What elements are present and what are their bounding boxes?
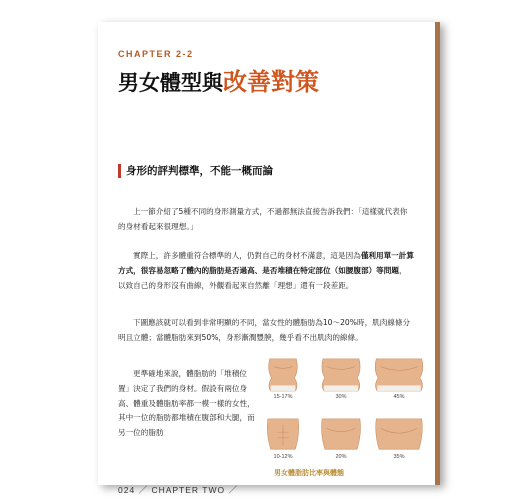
body-fat-percentage-label: 35% xyxy=(393,454,405,460)
footer-separator-end: ／ xyxy=(228,485,238,495)
body-fat-percentage-label: 20% xyxy=(335,454,347,460)
body-fat-percentage-label: 45% xyxy=(393,394,405,400)
torso-drawing xyxy=(316,417,366,453)
female-torso-illustration xyxy=(258,357,308,401)
paragraph-2-text-c: ，以致自己的身形沒有曲線，外觀看起來自然離「理想」還有一段差距。 xyxy=(118,265,407,290)
paragraph-3: 下圖應該就可以看到非常明顯的不同，當女性的體脂肪為10～20%時，肌肉線條分明且立體；當體脂肪來到50%，身形漸潤豐腴，幾乎看不出肌肉的線條。 xyxy=(118,318,411,342)
figure-caption: 男女體脂肪比率與體態 xyxy=(274,469,344,477)
paragraph-4: 更準確地來說，體脂肪的「堆積位置」決定了我們的身材。假設有兩位身高、體重及體脂肪率都一模一樣的女性，其中一位的脂肪都堆積在腹部和大腿，而另一位的脂肪 xyxy=(118,369,255,438)
body-fat-figure xyxy=(258,357,428,482)
female-torso-illustration xyxy=(374,357,424,401)
torso-drawing xyxy=(258,417,308,453)
page-footer xyxy=(118,484,238,496)
title-main: 男女體型與 xyxy=(118,71,223,95)
torso-drawing xyxy=(374,357,424,393)
male-torso-illustration xyxy=(374,417,424,461)
paragraph-2-text-a: 實際上，許多體重符合標準的人，仍對自己的身材不滿意，這是因為 xyxy=(133,251,361,260)
chapter-label: CHAPTER 2-2 xyxy=(118,49,194,59)
footer-chapter: CHAPTER TWO xyxy=(151,485,226,495)
torso-drawing xyxy=(374,417,424,453)
body-fat-percentage-label: 15-17% xyxy=(273,394,293,400)
male-torso-illustration xyxy=(316,417,366,461)
female-torso-illustration xyxy=(316,357,366,401)
book-page xyxy=(98,22,440,495)
paragraph-1: 上一節介紹了5種不同的身形測量方式，不過都無法直接告訴我們：「這樣就代表你的身材看起來很理想。」 xyxy=(118,207,408,231)
title-accent: 改善對策 xyxy=(223,68,319,96)
torso-drawing xyxy=(316,357,366,393)
body-fat-percentage-label: 30% xyxy=(335,394,347,400)
page-number: 024 xyxy=(118,485,136,495)
paragraph-2-emphasis: 僅利用單一計算方式，很容易忽略了體內的脂肪是否過高、是否堆積在特定部位（如腰腹部）等問題 xyxy=(118,251,414,275)
torso-drawing xyxy=(258,357,308,393)
section-heading: 身形的評判標準，不能一概而論 xyxy=(118,164,273,178)
footer-separator: ／ xyxy=(138,485,152,495)
page-title xyxy=(118,62,319,97)
body-fat-percentage-label: 10-12% xyxy=(273,454,293,460)
male-torso-illustration xyxy=(258,417,308,461)
paragraph-2 xyxy=(118,249,414,293)
